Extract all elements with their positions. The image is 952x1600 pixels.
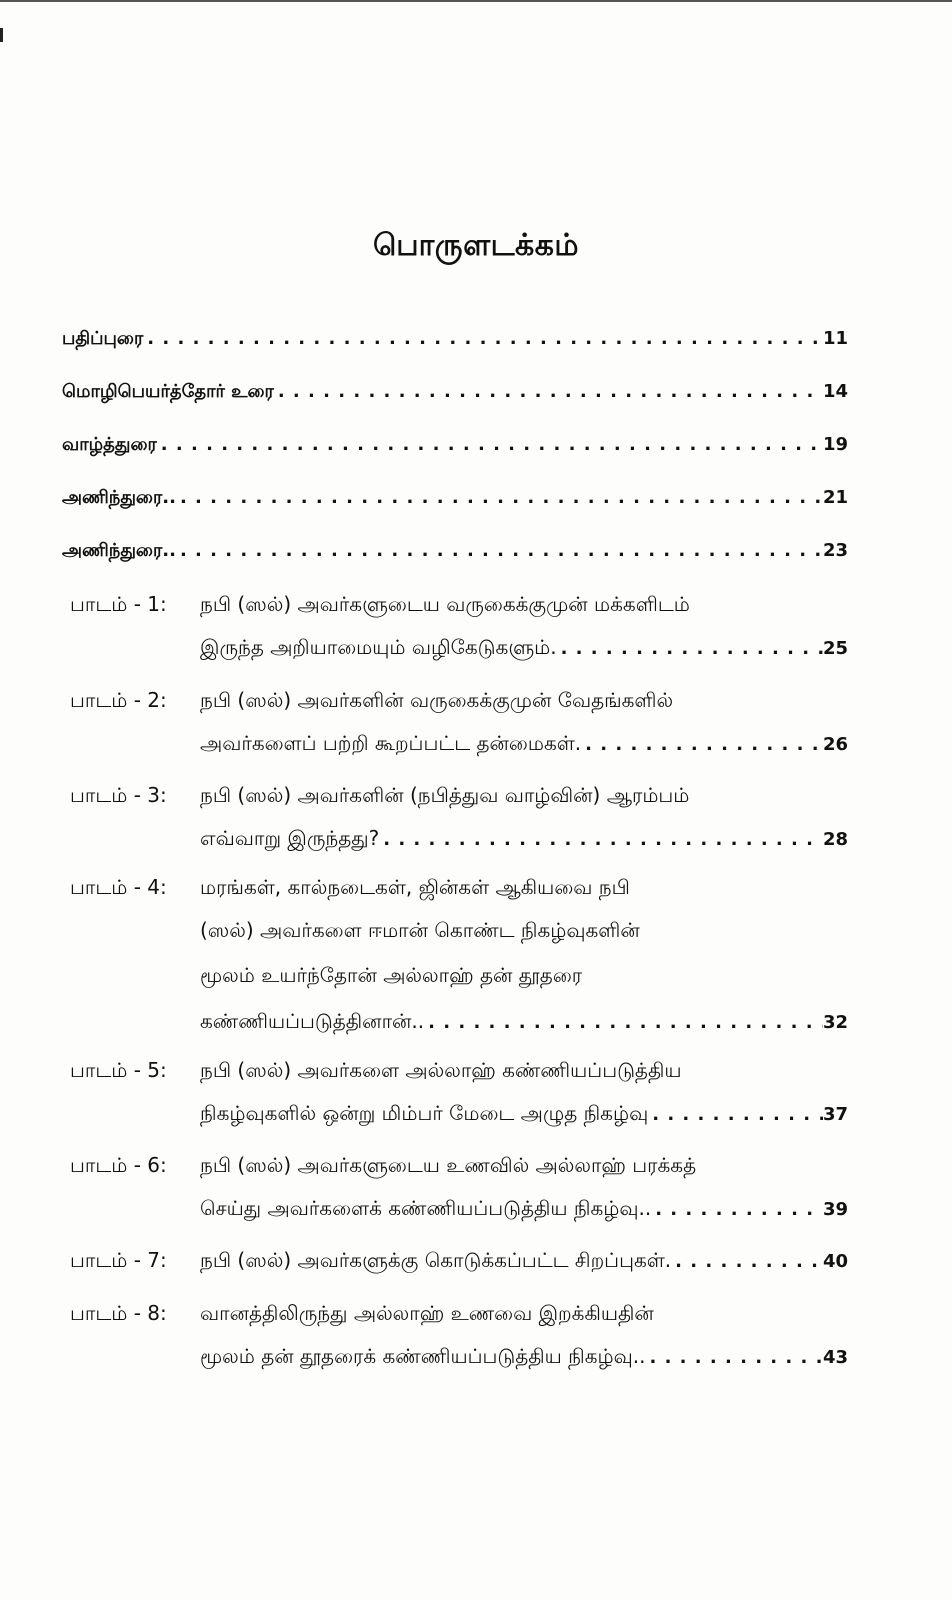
lesson-line: மூலம் உயர்ந்தோன் அல்லாஹ் தன் தூதரை: [200, 963, 583, 987]
lesson-line: அவர்களைப் பற்றி கூறப்பட்ட தன்மைகள். . . . 26: [200, 731, 848, 761]
lesson-heading: பாடம் - 6:: [70, 1153, 167, 1177]
lesson-line: எவ்வாறு இருந்தது? . . . 28: [200, 826, 848, 856]
toc-entry-front: [62, 487, 848, 517]
toc-entry-page: 43: [822, 1347, 848, 1368]
lesson-line: இருந்த அறியாமையும் வழிகேடுகளும். . . . 25: [200, 635, 848, 665]
scan-edge-mark: [0, 28, 3, 42]
toc-entry-page: 40: [822, 1251, 848, 1272]
lesson-line: நபி (ஸல்) அவர்களின் வருகைக்குமுன் வேதங்களில்: [200, 688, 674, 712]
lesson-line: நபி (ஸல்) அவர்களுக்கு கொடுக்கப்பட்ட சிறப்புகள். . . . 40: [200, 1248, 848, 1278]
lesson-line: வானத்திலிருந்து அல்லாஹ் உணவை இறக்கியதின்: [200, 1301, 654, 1325]
dot-leader: [157, 434, 823, 455]
toc-entry-front: [62, 381, 848, 411]
page-title: பொருளடக்கம்: [372, 228, 580, 263]
lesson-line: நபி (ஸல்) அவர்களுடைய உணவில் அல்லாஹ் பரக்கத்: [200, 1153, 697, 1177]
toc-entry-page: 25: [822, 638, 848, 659]
toc-entry-page: 39: [822, 1199, 848, 1220]
dot-leader: [274, 381, 823, 402]
lesson-heading: பாடம் - 4:: [70, 875, 167, 899]
dot-leader: [379, 829, 823, 850]
toc-entry-front: [62, 328, 848, 358]
lesson-heading: பாடம் - 1:: [70, 592, 167, 616]
toc-entry-page: 14: [822, 381, 848, 402]
toc-entry-page: 37: [822, 1104, 848, 1125]
lesson-line: செய்து அவர்களைக் கண்ணியப்படுத்திய நிகழ்வு.. . . . 39: [200, 1196, 848, 1226]
lesson-line: நபி (ஸல்) அவர்களின் (நபித்துவ வாழ்வின்) ஆரம்பம்: [200, 783, 690, 807]
lesson-line: மூலம் தன் தூதரைக் கண்ணியப்படுத்திய நிகழ்வு.. . . . 43: [200, 1344, 848, 1374]
toc-entry-label: அணிந்துரை..: [62, 487, 176, 508]
toc-entry-page: 32: [822, 1012, 848, 1033]
toc-entry-front: [62, 540, 848, 570]
toc-entry-page: 19: [822, 434, 848, 455]
lesson-heading: பாடம் - 8:: [70, 1301, 167, 1325]
dot-leader: [424, 1012, 823, 1033]
dot-leader: [651, 1199, 823, 1220]
toc-entry-page: 28: [822, 829, 848, 850]
page-top-edge: [0, 0, 952, 2]
toc-entry-page: 21: [822, 487, 848, 508]
toc-entry-page: 11: [822, 328, 848, 349]
dot-leader: [176, 540, 823, 561]
dot-leader: [557, 638, 823, 659]
lesson-heading: பாடம் - 7:: [70, 1248, 167, 1272]
lesson-heading: பாடம் - 5:: [70, 1058, 167, 1082]
dot-leader: [176, 487, 823, 508]
toc-entry-front: [62, 434, 848, 464]
lesson-line: மரங்கள், கால்நடைகள், ஜின்கள் ஆகியவை நபி: [200, 875, 630, 899]
lesson-line: நபி (ஸல்) அவர்களை அல்லாஹ் கண்ணியப்படுத்திய: [200, 1058, 682, 1082]
toc-entry-label: பதிப்புரை: [62, 328, 144, 349]
toc-entry-page: 23: [822, 540, 848, 561]
dot-leader: [581, 734, 823, 755]
lesson-heading: பாடம் - 3:: [70, 783, 167, 807]
dot-leader: [671, 1251, 823, 1272]
dot-leader: [645, 1347, 822, 1368]
lesson-line: (ஸல்) அவர்களை ஈமான் கொண்ட நிகழ்வுகளின்: [200, 918, 640, 942]
toc-entry-page: 26: [822, 734, 848, 755]
lesson-heading: பாடம் - 2:: [70, 688, 167, 712]
toc-entry-label: அணிந்துரை..: [62, 540, 176, 561]
toc-entry-label: மொழிபெயர்த்தோர் உரை: [62, 381, 274, 402]
dot-leader: [143, 328, 823, 349]
lesson-line: கண்ணியப்படுத்தினான்.. . . . 32: [200, 1009, 848, 1039]
toc-entry-label: வாழ்த்துரை: [62, 434, 157, 455]
lesson-line: நிகழ்வுகளில் ஒன்று மிம்பர் மேடை அழுத நிகழ்வு . . . 37: [200, 1101, 848, 1131]
lesson-line: நபி (ஸல்) அவர்களுடைய வருகைக்குமுன் மக்களிடம்: [200, 592, 690, 616]
dot-leader: [648, 1104, 823, 1125]
